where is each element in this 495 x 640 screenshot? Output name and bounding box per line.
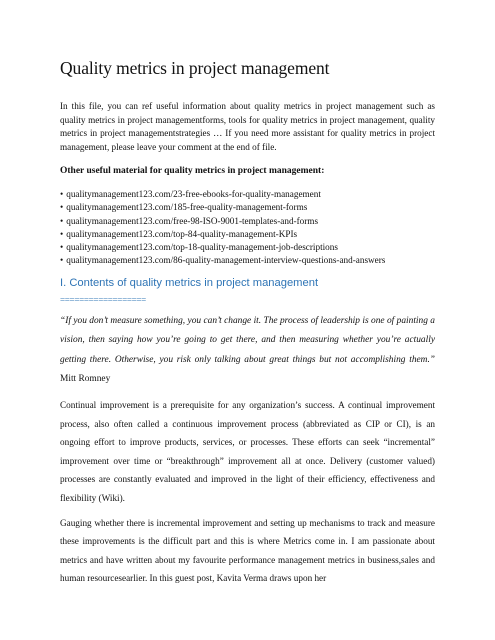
list-item[interactable] bbox=[60, 254, 435, 267]
bullet-icon: • bbox=[60, 202, 64, 213]
other-material-heading: Other useful material for quality metrics in project management: bbox=[60, 166, 325, 177]
quote-text: “If you don’t measure something, you can’t change it. The process of leadership is one of painting a vision, then saying how you’re going to get there, and then measuring whether you’re actually getting there. Otherwise, you risk only talking about great things but not accomplishing them.” bbox=[60, 315, 435, 365]
intro-paragraph: In this file, you can ref useful information about quality metrics in project management such as quality metrics in project managementforms, tools for quality metrics in project management, quality metrics in project managementstrategies … If you need more assistant for quality metrics in project management, please leave your comment at the end of file. bbox=[60, 101, 435, 152]
resource-link[interactable]: qualitymanagement123.com/free-98-ISO-9001-templates-and-forms bbox=[66, 215, 319, 226]
resource-link-list bbox=[60, 188, 435, 267]
resource-link[interactable]: qualitymanagement123.com/185-free-quality-management-forms bbox=[66, 202, 308, 213]
quote-author: Mitt Romney bbox=[60, 374, 111, 385]
bullet-icon: • bbox=[60, 189, 64, 200]
body-paragraph-1: Continual improvement is a prerequisite for any organization’s success. A continual improvement process, also often called a continuous improvement process (abbreviated as CIP or CI), is an ongoing effort to improve products, services, or processes. These efforts can seek “incremental” improvement over time or “breakthrough” improvement all at once. Delivery (customer valued) processes are constantly evaluated and improved in the light of their efficiency, effectiveness and flexibility (Wiki). bbox=[60, 399, 435, 503]
quote-block bbox=[60, 312, 435, 390]
body-paragraph-2: Gauging whether there is incremental improvement and setting up mechanisms to track and measure these improvements is the difficult part and this is where Metrics come in. I am passionate about metrics and have written about my favourite performance management metrics in business,sales and human resourcesearlier. In this guest post, Kavita Verma draws upon her bbox=[60, 517, 435, 584]
list-item[interactable] bbox=[60, 241, 435, 254]
list-item[interactable] bbox=[60, 201, 435, 214]
list-item[interactable] bbox=[60, 188, 435, 201]
document-title: Quality metrics in project management bbox=[60, 58, 330, 78]
list-item[interactable] bbox=[60, 228, 435, 241]
bullet-icon: • bbox=[60, 228, 64, 239]
resource-link[interactable]: qualitymanagement123.com/86-quality-management-interview-questions-and-answers bbox=[66, 254, 386, 265]
bullet-icon: • bbox=[60, 254, 64, 265]
resource-link[interactable]: qualitymanagement123.com/top-18-quality-management-job-descriptions bbox=[66, 241, 338, 252]
separator-line: ================== bbox=[60, 294, 146, 305]
list-item[interactable] bbox=[60, 215, 435, 228]
resource-link[interactable]: qualitymanagement123.com/23-free-ebooks-for-quality-management bbox=[66, 189, 321, 200]
bullet-icon: • bbox=[60, 215, 64, 226]
resource-link[interactable]: qualitymanagement123.com/top-84-quality-management-KPIs bbox=[66, 228, 298, 239]
bullet-icon: • bbox=[60, 241, 64, 252]
section-heading: I. Contents of quality metrics in project management bbox=[60, 276, 319, 289]
